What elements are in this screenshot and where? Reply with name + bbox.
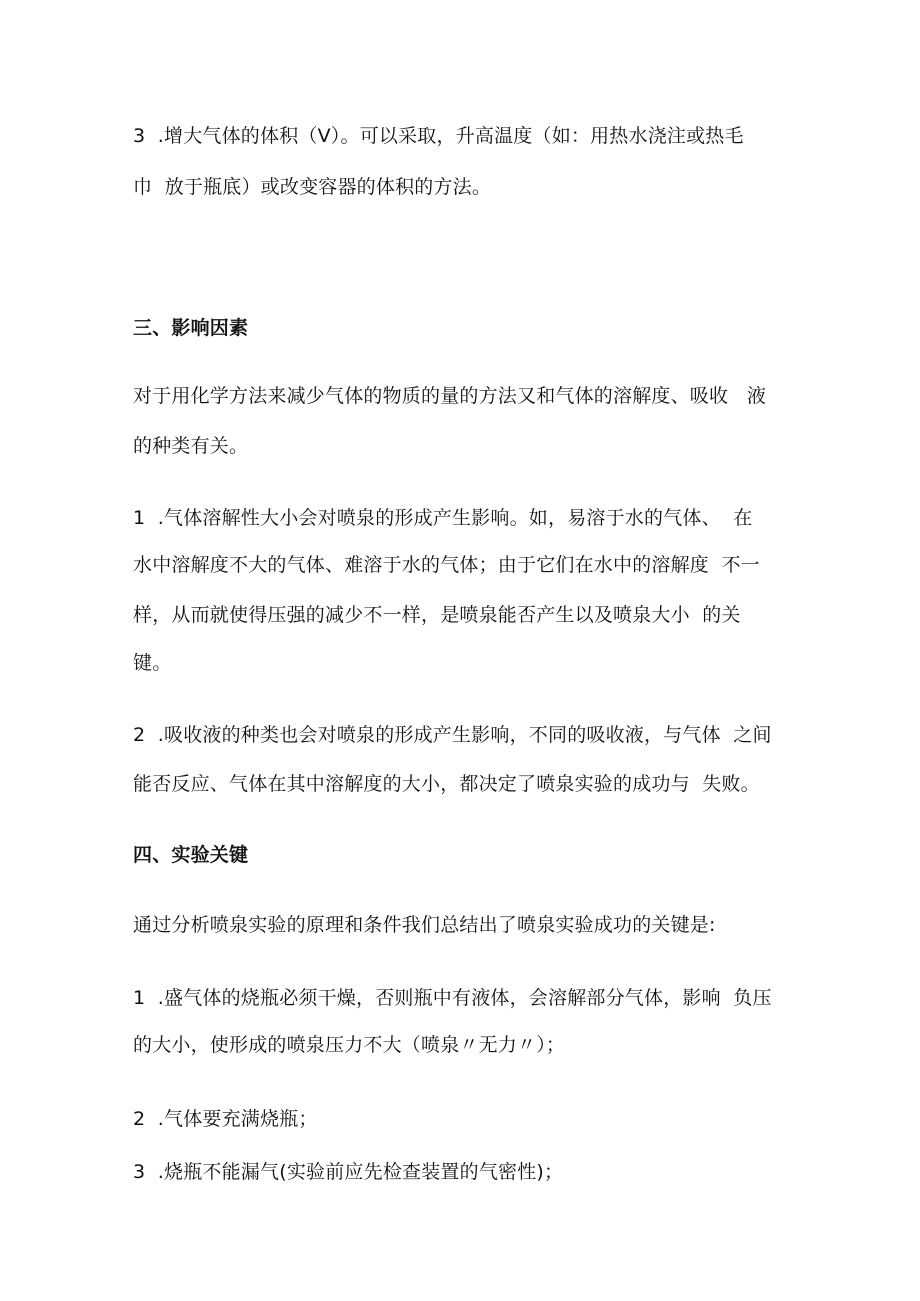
paragraph-line: 通过分析喷泉实验的原理和条件我们总结出了喷泉实验成功的关键是: [133, 914, 716, 936]
section-heading: 四、实验关键 [133, 844, 249, 866]
list-item-line: 水中溶解度不大的气体、难溶于水的气体；由于它们在水中的溶解度 不一 [133, 554, 760, 576]
list-item-line: 能否反应、气体在其中溶解度的大小，都决定了喷泉实验的成功与 失败。 [133, 773, 760, 795]
list-item-line: 2 .气体要充满烧瓶； [133, 1108, 318, 1130]
list-item-line: 2 .吸收液的种类也会对喷泉的形成产生影响，不同的吸收液，与气体 之间 [133, 724, 772, 746]
paragraph-line: 的种类有关。 [133, 435, 249, 457]
paragraph-line: 巾 放于瓶底）或改变容器的体积的方法。 [133, 176, 492, 198]
list-item-line: 样，从而就使得压强的减少不一样，是喷泉能否产生以及喷泉大小 的关 [133, 604, 741, 626]
list-item-line: 3 .烧瓶不能漏气(实验前应先检查装置的气密性)； [133, 1161, 564, 1183]
paragraph-line: 3 .增大气体的体积（V）。可以采取，升高温度（如：用热水浇注或热毛 [133, 125, 744, 147]
list-item-line: 1 .气体溶解性大小会对喷泉的形成产生影响。如，易溶于水的气体、 在 [133, 507, 753, 529]
list-item-line: 1 .盛气体的烧瓶必须干燥，否则瓶中有液体，会溶解部分气体，影响 负压 [133, 987, 772, 1009]
list-item-line: 的大小，使形成的喷泉压力不大（喷泉〃无力〃）； [133, 1034, 566, 1056]
list-item-line: 键。 [133, 652, 172, 674]
paragraph-line: 对于用化学方法来减少气体的物质的量的方法又和气体的溶解度、吸收 液 [133, 385, 767, 407]
section-heading: 三、影响因素 [133, 317, 249, 339]
